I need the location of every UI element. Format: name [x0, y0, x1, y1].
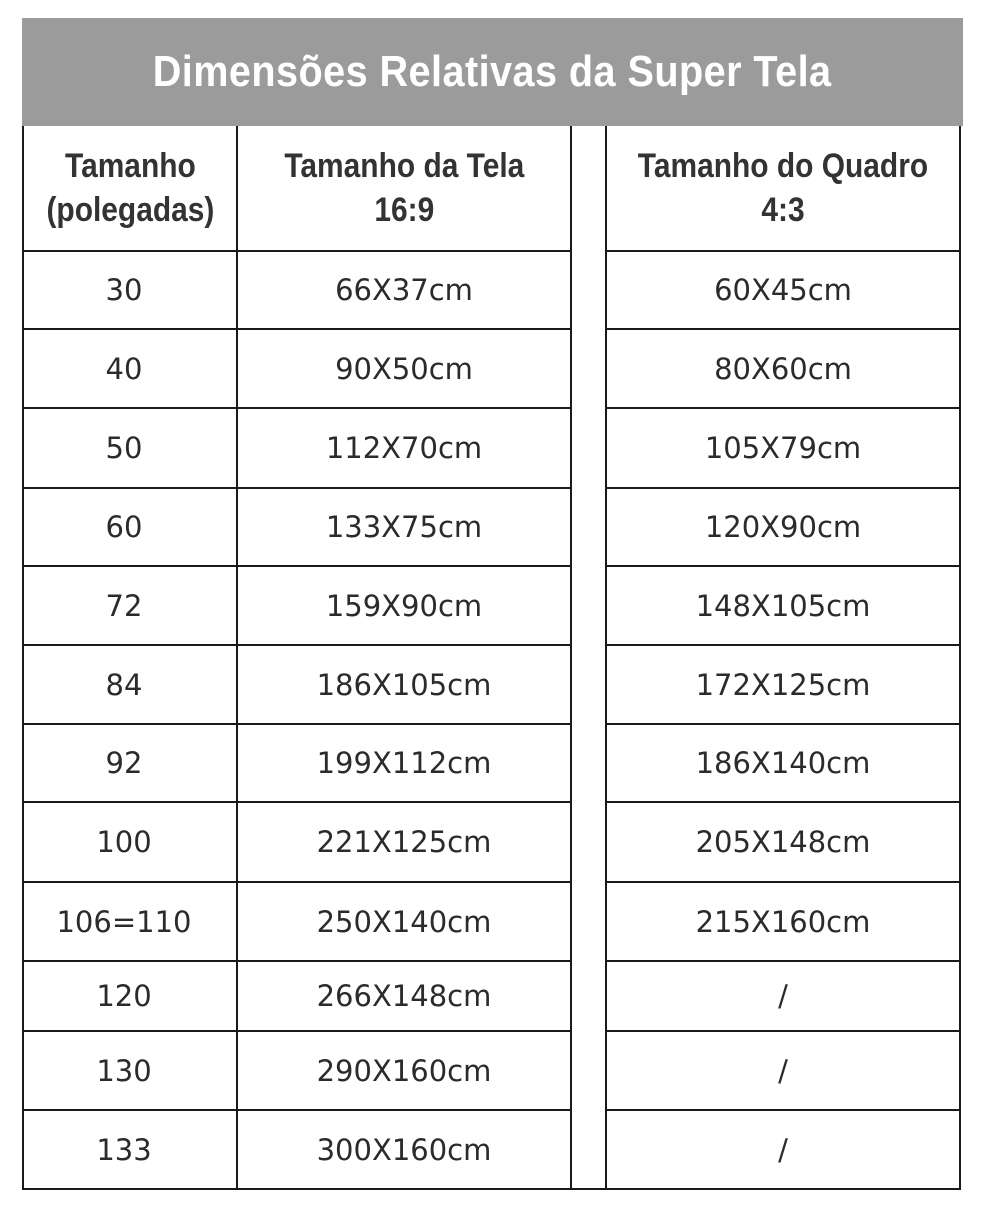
- table-border-bottom: [22, 1188, 961, 1190]
- row-divider-right: [605, 1030, 961, 1032]
- header-size-line1: Tamanho: [64, 147, 196, 185]
- cell-frame-size: [607, 725, 959, 801]
- cell-size: [24, 1111, 224, 1188]
- cell-screen-size: [238, 330, 570, 407]
- cell-size-text: 40: [105, 351, 143, 386]
- cell-frame-size: [607, 883, 959, 960]
- row-divider-left: [22, 801, 572, 803]
- row-divider-left: [22, 644, 572, 646]
- row-divider-right: [605, 801, 961, 803]
- cell-size-text: 60: [105, 510, 143, 544]
- header-frame-line2: 4:3: [761, 191, 805, 229]
- cell-frame-size: [607, 962, 959, 1030]
- cell-frame-size-text: /: [778, 979, 788, 1013]
- cell-screen-size: [238, 883, 570, 960]
- cell-screen-size-text: 290X160cm: [316, 1053, 492, 1088]
- cell-screen-size-text: 112X70cm: [325, 431, 483, 465]
- cell-frame-size-text: 60X45cm: [714, 273, 852, 307]
- title-banner: [22, 18, 963, 126]
- header-frame-line1: Tamanho do Quadro: [637, 147, 929, 185]
- cell-size-text: 84: [105, 667, 143, 702]
- row-divider-right: [605, 487, 961, 489]
- cell-screen-size: [238, 962, 570, 1030]
- cell-size: [24, 489, 224, 565]
- cell-frame-size-text: /: [778, 1053, 788, 1088]
- cell-frame-size: [607, 1032, 959, 1109]
- cell-size-text: 133: [96, 1132, 152, 1167]
- row-divider-left: [22, 1030, 572, 1032]
- page-title: Dimensões Relativas da Super Tela: [153, 47, 832, 96]
- row-divider-right: [605, 723, 961, 725]
- cell-screen-size-text: 90X50cm: [335, 351, 473, 386]
- row-divider-right: [605, 250, 961, 252]
- cell-size: [24, 883, 224, 960]
- header-size-line2: (polegadas): [46, 191, 214, 229]
- row-divider-left: [22, 723, 572, 725]
- cell-size: [24, 1032, 224, 1109]
- cell-frame-size: [607, 409, 959, 487]
- cell-frame-size-text: 120X90cm: [704, 510, 862, 544]
- header-screen-line1: Tamanho da Tela: [284, 147, 524, 185]
- row-divider-right: [605, 565, 961, 567]
- row-divider-right: [605, 960, 961, 962]
- dimensions-table: [22, 126, 961, 1190]
- cell-frame-size-text: 205X148cm: [695, 825, 871, 859]
- cell-size: [24, 567, 224, 644]
- cell-frame-size: [607, 489, 959, 565]
- header-size: [24, 126, 236, 250]
- header-screen-line2: 16:9: [374, 191, 434, 229]
- row-divider-left: [22, 250, 572, 252]
- cell-screen-size: [238, 567, 570, 644]
- cell-frame-size-text: 172X125cm: [695, 667, 871, 702]
- cell-screen-size-text: 199X112cm: [316, 746, 492, 780]
- cell-size-text: 50: [105, 431, 143, 465]
- cell-screen-size-text: 133X75cm: [325, 510, 483, 544]
- cell-frame-size-text: 186X140cm: [695, 746, 871, 780]
- cell-screen-size: [238, 803, 570, 881]
- cell-size-text: 30: [105, 273, 143, 307]
- cell-screen-size: [238, 1111, 570, 1188]
- cell-size: [24, 962, 224, 1030]
- cell-frame-size-text: 80X60cm: [714, 351, 852, 386]
- cell-screen-size: [238, 725, 570, 801]
- cell-size-text: 106=110: [56, 904, 192, 939]
- cell-screen-size-text: 159X90cm: [325, 588, 483, 623]
- cell-screen-size: [238, 252, 570, 328]
- cell-frame-size: [607, 803, 959, 881]
- cell-size: [24, 725, 224, 801]
- cell-size-text: 130: [96, 1053, 152, 1088]
- row-divider-left: [22, 565, 572, 567]
- cell-size: [24, 330, 224, 407]
- cell-screen-size: [238, 1032, 570, 1109]
- cell-screen-size-text: 221X125cm: [316, 825, 492, 859]
- cell-size: [24, 803, 224, 881]
- cell-screen-size: [238, 409, 570, 487]
- row-divider-left: [22, 487, 572, 489]
- cell-frame-size: [607, 646, 959, 723]
- row-divider-left: [22, 960, 572, 962]
- cell-size-text: 100: [96, 825, 152, 859]
- row-divider-left: [22, 407, 572, 409]
- cell-size-text: 72: [105, 588, 143, 623]
- cell-size: [24, 646, 224, 723]
- row-divider-right: [605, 881, 961, 883]
- cell-frame-size: [607, 567, 959, 644]
- cell-size: [24, 409, 224, 487]
- cell-screen-size-text: 66X37cm: [335, 273, 473, 307]
- cell-size-text: 120: [96, 979, 152, 1013]
- row-divider-right: [605, 1109, 961, 1111]
- cell-frame-size: [607, 1111, 959, 1188]
- cell-screen-size-text: 250X140cm: [316, 904, 492, 939]
- row-divider-left: [22, 1109, 572, 1111]
- cell-frame-size: [607, 252, 959, 328]
- header-screen: [238, 126, 570, 250]
- cell-frame-size-text: 148X105cm: [695, 588, 871, 623]
- cell-frame-size-text: 105X79cm: [704, 431, 862, 465]
- cell-size: [24, 252, 224, 328]
- row-divider-right: [605, 644, 961, 646]
- row-divider-left: [22, 881, 572, 883]
- cell-screen-size-text: 266X148cm: [316, 979, 492, 1013]
- row-divider-right: [605, 407, 961, 409]
- cell-screen-size-text: 186X105cm: [316, 667, 492, 702]
- cell-screen-size: [238, 646, 570, 723]
- header-frame: [607, 126, 959, 250]
- row-divider-right: [605, 328, 961, 330]
- cell-frame-size: [607, 330, 959, 407]
- cell-size-text: 92: [105, 746, 143, 780]
- cell-screen-size: [238, 489, 570, 565]
- cell-frame-size-text: /: [778, 1132, 788, 1167]
- cell-screen-size-text: 300X160cm: [316, 1132, 492, 1167]
- cell-frame-size-text: 215X160cm: [695, 904, 871, 939]
- row-divider-left: [22, 328, 572, 330]
